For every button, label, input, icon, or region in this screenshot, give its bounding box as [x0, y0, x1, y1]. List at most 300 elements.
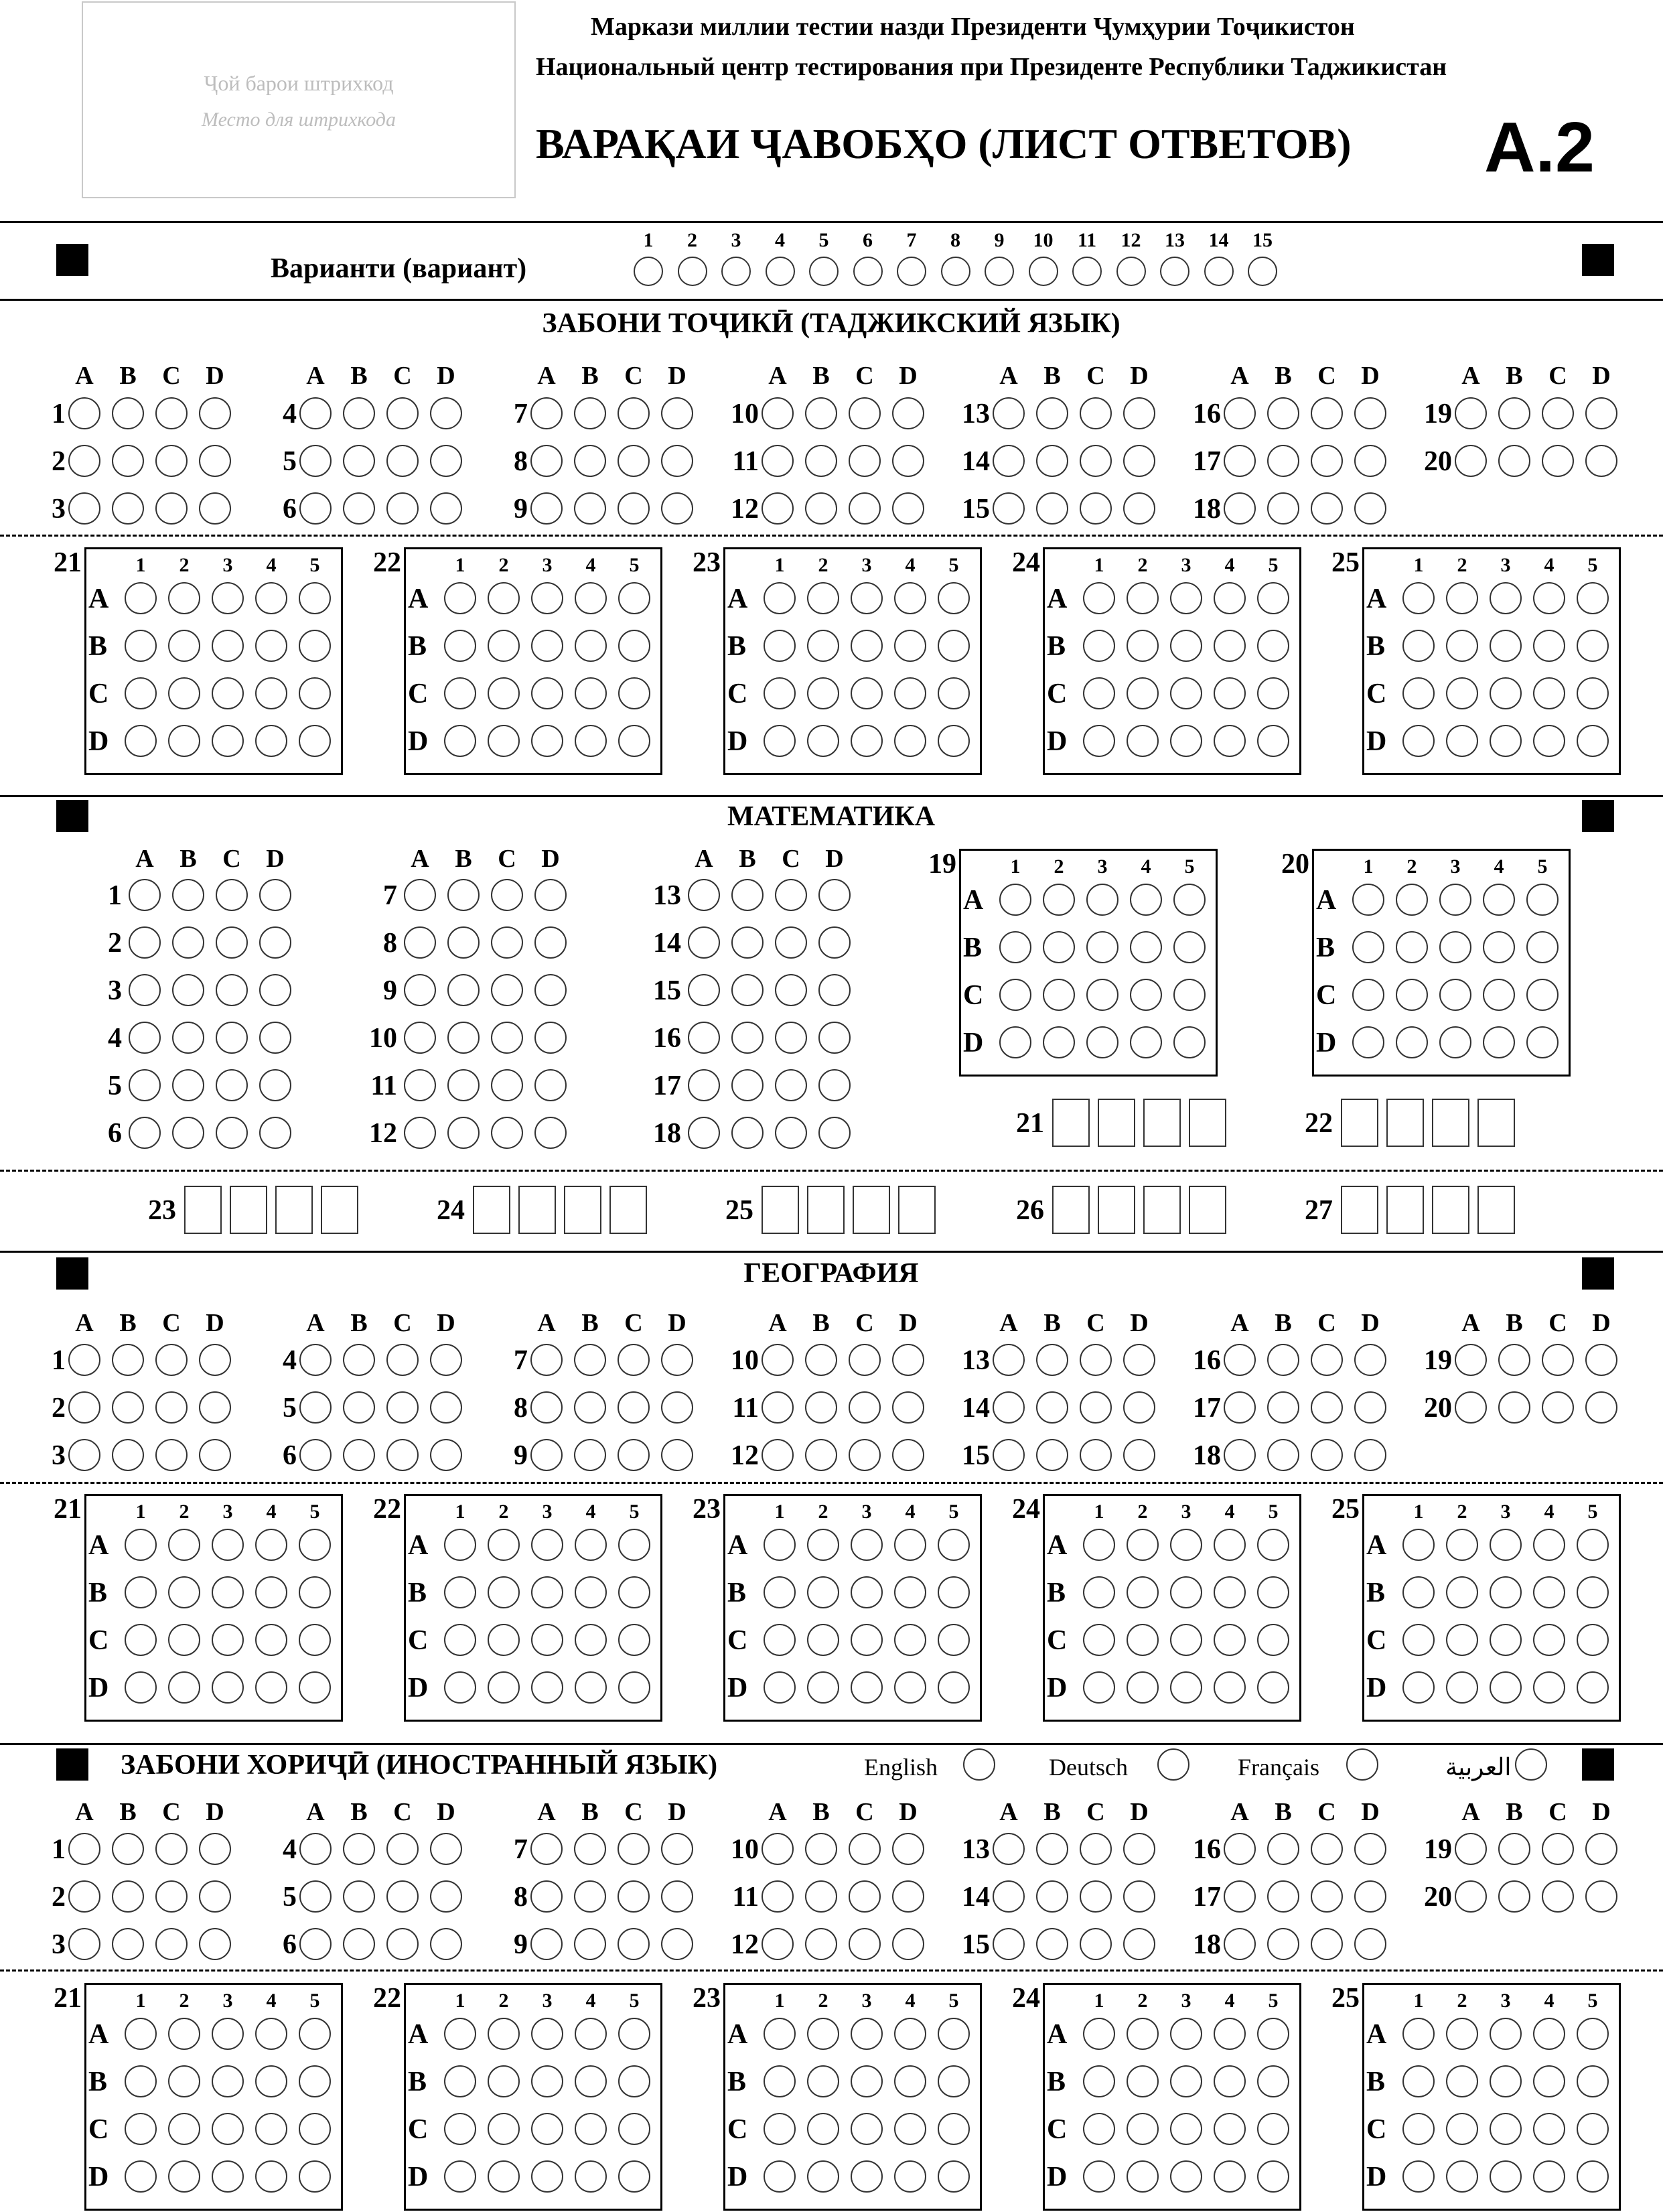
geography-q24-C-4[interactable] — [1214, 1624, 1246, 1656]
math-q7-option-B[interactable] — [447, 879, 480, 911]
tajik-q23-C-3[interactable] — [851, 677, 883, 709]
geography-q25-C-1[interactable] — [1402, 1624, 1435, 1656]
tajik-q22-C-5[interactable] — [618, 677, 650, 709]
geography-q22-B-3[interactable] — [531, 1576, 563, 1608]
tajik-q23-A-5[interactable] — [938, 582, 970, 614]
tajik-q12-option-A[interactable] — [762, 492, 794, 525]
geography-q18-option-C[interactable] — [1311, 1439, 1343, 1471]
geography-q24-A-1[interactable] — [1083, 1529, 1115, 1561]
tajik-q3-option-D[interactable] — [199, 492, 231, 525]
tajik-q10-option-A[interactable] — [762, 397, 794, 429]
foreign-q5-option-C[interactable] — [386, 1880, 419, 1913]
tajik-q9-option-D[interactable] — [661, 492, 693, 525]
tajik-q22-B-2[interactable] — [488, 630, 520, 662]
foreign-q12-option-D[interactable] — [892, 1928, 924, 1960]
geography-q16-option-D[interactable] — [1354, 1344, 1386, 1376]
foreign-q22-A-3[interactable] — [531, 2018, 563, 2050]
tajik-q16-option-B[interactable] — [1267, 397, 1299, 429]
geography-q18-option-D[interactable] — [1354, 1439, 1386, 1471]
foreign-q18-option-C[interactable] — [1311, 1928, 1343, 1960]
foreign-q21-C-4[interactable] — [255, 2113, 287, 2145]
foreign-q23-B-5[interactable] — [938, 2065, 970, 2097]
math-q23-digit-box[interactable] — [321, 1186, 358, 1234]
geography-q6-option-D[interactable] — [430, 1439, 462, 1471]
tajik-q22-D-3[interactable] — [531, 725, 563, 757]
geography-q22-B-5[interactable] — [618, 1576, 650, 1608]
foreign-q22-C-2[interactable] — [488, 2113, 520, 2145]
geography-q4-option-C[interactable] — [386, 1344, 419, 1376]
math-q15-option-B[interactable] — [731, 974, 764, 1006]
math-q3-option-C[interactable] — [216, 974, 248, 1006]
geography-q12-option-A[interactable] — [762, 1439, 794, 1471]
math-q19-C-1[interactable] — [999, 979, 1031, 1011]
math-q20-C-4[interactable] — [1483, 979, 1515, 1011]
geography-q25-C-4[interactable] — [1533, 1624, 1565, 1656]
math-q21-digit-box[interactable] — [1052, 1099, 1090, 1147]
foreign-q22-D-4[interactable] — [575, 2160, 607, 2193]
math-q8-option-C[interactable] — [491, 926, 523, 959]
foreign-q11-option-C[interactable] — [849, 1880, 881, 1913]
math-q9-option-A[interactable] — [404, 974, 436, 1006]
math-q15-option-A[interactable] — [688, 974, 720, 1006]
geography-q23-B-3[interactable] — [851, 1576, 883, 1608]
geography-q20-option-D[interactable] — [1585, 1391, 1617, 1424]
geography-q14-option-B[interactable] — [1036, 1391, 1068, 1424]
foreign-q25-C-3[interactable] — [1490, 2113, 1522, 2145]
geography-q25-B-1[interactable] — [1402, 1576, 1435, 1608]
geography-q9-option-A[interactable] — [530, 1439, 563, 1471]
geography-q24-B-2[interactable] — [1127, 1576, 1159, 1608]
tajik-q22-A-4[interactable] — [575, 582, 607, 614]
math-q6-option-A[interactable] — [129, 1117, 161, 1149]
foreign-q6-option-C[interactable] — [386, 1928, 419, 1960]
foreign-q14-option-A[interactable] — [993, 1880, 1025, 1913]
tajik-q2-option-A[interactable] — [68, 445, 100, 477]
foreign-q24-B-3[interactable] — [1170, 2065, 1202, 2097]
tajik-q2-option-D[interactable] — [199, 445, 231, 477]
tajik-q23-A-4[interactable] — [894, 582, 926, 614]
geography-q21-D-4[interactable] — [255, 1671, 287, 1704]
tajik-q25-C-4[interactable] — [1533, 677, 1565, 709]
foreign-q23-A-2[interactable] — [807, 2018, 839, 2050]
tajik-q13-option-C[interactable] — [1080, 397, 1112, 429]
variant-option-14[interactable] — [1204, 257, 1234, 286]
foreign-q20-option-D[interactable] — [1585, 1880, 1617, 1913]
foreign-q22-B-2[interactable] — [488, 2065, 520, 2097]
geography-q25-B-3[interactable] — [1490, 1576, 1522, 1608]
math-q4-option-C[interactable] — [216, 1022, 248, 1054]
tajik-q25-B-1[interactable] — [1402, 630, 1435, 662]
foreign-q22-C-4[interactable] — [575, 2113, 607, 2145]
math-q19-C-4[interactable] — [1130, 979, 1162, 1011]
tajik-q25-D-4[interactable] — [1533, 725, 1565, 757]
foreign-q25-B-3[interactable] — [1490, 2065, 1522, 2097]
math-q3-option-B[interactable] — [172, 974, 204, 1006]
geography-q25-D-3[interactable] — [1490, 1671, 1522, 1704]
math-q2-option-B[interactable] — [172, 926, 204, 959]
math-q19-C-2[interactable] — [1043, 979, 1075, 1011]
geography-q13-option-D[interactable] — [1123, 1344, 1155, 1376]
variant-option-9[interactable] — [985, 257, 1014, 286]
foreign-q21-B-1[interactable] — [125, 2065, 157, 2097]
math-q22-digit-box[interactable] — [1432, 1099, 1469, 1147]
math-q27-digit-box[interactable] — [1341, 1186, 1378, 1234]
foreign-q4-option-D[interactable] — [430, 1833, 462, 1865]
math-q20-A-3[interactable] — [1439, 884, 1471, 916]
foreign-q9-option-C[interactable] — [618, 1928, 650, 1960]
foreign-q19-option-C[interactable] — [1542, 1833, 1574, 1865]
math-q17-option-C[interactable] — [775, 1069, 807, 1101]
math-q19-B-4[interactable] — [1130, 931, 1162, 963]
geography-q21-D-5[interactable] — [299, 1671, 331, 1704]
foreign-q21-A-1[interactable] — [125, 2018, 157, 2050]
foreign-q2-option-D[interactable] — [199, 1880, 231, 1913]
math-q16-option-B[interactable] — [731, 1022, 764, 1054]
foreign-q24-A-3[interactable] — [1170, 2018, 1202, 2050]
tajik-q23-B-1[interactable] — [764, 630, 796, 662]
tajik-q22-B-1[interactable] — [444, 630, 476, 662]
geography-q24-A-5[interactable] — [1257, 1529, 1289, 1561]
tajik-q24-C-2[interactable] — [1127, 677, 1159, 709]
foreign-q6-option-D[interactable] — [430, 1928, 462, 1960]
foreign-q23-C-4[interactable] — [894, 2113, 926, 2145]
tajik-q24-A-1[interactable] — [1083, 582, 1115, 614]
math-q19-A-1[interactable] — [999, 884, 1031, 916]
geography-q24-C-2[interactable] — [1127, 1624, 1159, 1656]
geography-q22-B-1[interactable] — [444, 1576, 476, 1608]
geography-q25-C-2[interactable] — [1446, 1624, 1478, 1656]
tajik-q6-option-D[interactable] — [430, 492, 462, 525]
geography-q24-B-5[interactable] — [1257, 1576, 1289, 1608]
foreign-q2-option-C[interactable] — [155, 1880, 188, 1913]
geography-q12-option-B[interactable] — [805, 1439, 837, 1471]
geography-q23-B-2[interactable] — [807, 1576, 839, 1608]
geography-q23-D-5[interactable] — [938, 1671, 970, 1704]
math-q9-option-D[interactable] — [534, 974, 567, 1006]
foreign-q17-option-D[interactable] — [1354, 1880, 1386, 1913]
variant-option-15[interactable] — [1248, 257, 1277, 286]
foreign-q23-C-1[interactable] — [764, 2113, 796, 2145]
geography-q24-B-1[interactable] — [1083, 1576, 1115, 1608]
math-q20-D-5[interactable] — [1526, 1026, 1559, 1058]
variant-option-1[interactable] — [634, 257, 663, 286]
tajik-q5-option-B[interactable] — [343, 445, 375, 477]
geography-q7-option-D[interactable] — [661, 1344, 693, 1376]
geography-q6-option-B[interactable] — [343, 1439, 375, 1471]
foreign-q21-D-5[interactable] — [299, 2160, 331, 2193]
foreign-q21-B-2[interactable] — [168, 2065, 200, 2097]
tajik-q8-option-D[interactable] — [661, 445, 693, 477]
tajik-q24-B-2[interactable] — [1127, 630, 1159, 662]
foreign-q15-option-A[interactable] — [993, 1928, 1025, 1960]
foreign-q25-D-3[interactable] — [1490, 2160, 1522, 2193]
foreign-q21-A-3[interactable] — [212, 2018, 244, 2050]
tajik-q21-A-1[interactable] — [125, 582, 157, 614]
foreign-q17-option-A[interactable] — [1224, 1880, 1256, 1913]
foreign-q23-D-2[interactable] — [807, 2160, 839, 2193]
foreign-q13-option-D[interactable] — [1123, 1833, 1155, 1865]
geography-q23-C-1[interactable] — [764, 1624, 796, 1656]
foreign-q25-C-4[interactable] — [1533, 2113, 1565, 2145]
tajik-q21-A-3[interactable] — [212, 582, 244, 614]
math-q11-option-C[interactable] — [491, 1069, 523, 1101]
variant-option-6[interactable] — [853, 257, 883, 286]
foreign-q25-B-5[interactable] — [1577, 2065, 1609, 2097]
math-q3-option-A[interactable] — [129, 974, 161, 1006]
math-q24-digit-box[interactable] — [564, 1186, 601, 1234]
foreign-q12-option-A[interactable] — [762, 1928, 794, 1960]
foreign-language-option-2[interactable] — [1157, 1748, 1189, 1781]
geography-q19-option-B[interactable] — [1498, 1344, 1530, 1376]
tajik-q4-option-C[interactable] — [386, 397, 419, 429]
tajik-q19-option-D[interactable] — [1585, 397, 1617, 429]
math-q9-option-C[interactable] — [491, 974, 523, 1006]
tajik-q22-A-2[interactable] — [488, 582, 520, 614]
math-q19-A-5[interactable] — [1173, 884, 1206, 916]
geography-q23-A-4[interactable] — [894, 1529, 926, 1561]
tajik-q11-option-C[interactable] — [849, 445, 881, 477]
tajik-q24-B-3[interactable] — [1170, 630, 1202, 662]
math-q11-option-B[interactable] — [447, 1069, 480, 1101]
tajik-q24-A-2[interactable] — [1127, 582, 1159, 614]
geography-q22-A-3[interactable] — [531, 1529, 563, 1561]
tajik-q24-D-4[interactable] — [1214, 725, 1246, 757]
geography-q22-C-2[interactable] — [488, 1624, 520, 1656]
tajik-q4-option-D[interactable] — [430, 397, 462, 429]
foreign-q8-option-C[interactable] — [618, 1880, 650, 1913]
math-q10-option-B[interactable] — [447, 1022, 480, 1054]
geography-q24-C-5[interactable] — [1257, 1624, 1289, 1656]
tajik-q21-D-2[interactable] — [168, 725, 200, 757]
foreign-q21-D-4[interactable] — [255, 2160, 287, 2193]
foreign-q15-option-C[interactable] — [1080, 1928, 1112, 1960]
tajik-q24-D-2[interactable] — [1127, 725, 1159, 757]
tajik-q24-B-1[interactable] — [1083, 630, 1115, 662]
foreign-q14-option-B[interactable] — [1036, 1880, 1068, 1913]
foreign-q9-option-D[interactable] — [661, 1928, 693, 1960]
foreign-q19-option-B[interactable] — [1498, 1833, 1530, 1865]
foreign-q24-A-1[interactable] — [1083, 2018, 1115, 2050]
tajik-q15-option-A[interactable] — [993, 492, 1025, 525]
math-q16-option-D[interactable] — [818, 1022, 851, 1054]
geography-q16-option-C[interactable] — [1311, 1344, 1343, 1376]
math-q8-option-B[interactable] — [447, 926, 480, 959]
math-q12-option-D[interactable] — [534, 1117, 567, 1149]
tajik-q15-option-C[interactable] — [1080, 492, 1112, 525]
foreign-q24-C-4[interactable] — [1214, 2113, 1246, 2145]
math-q18-option-C[interactable] — [775, 1117, 807, 1149]
tajik-q12-option-C[interactable] — [849, 492, 881, 525]
geography-q21-D-1[interactable] — [125, 1671, 157, 1704]
math-q24-digit-box[interactable] — [609, 1186, 647, 1234]
foreign-q16-option-D[interactable] — [1354, 1833, 1386, 1865]
geography-q19-option-C[interactable] — [1542, 1344, 1574, 1376]
geography-q21-A-5[interactable] — [299, 1529, 331, 1561]
geography-q12-option-D[interactable] — [892, 1439, 924, 1471]
geography-q24-D-4[interactable] — [1214, 1671, 1246, 1704]
foreign-q8-option-D[interactable] — [661, 1880, 693, 1913]
foreign-q1-option-D[interactable] — [199, 1833, 231, 1865]
math-q20-C-2[interactable] — [1396, 979, 1428, 1011]
geography-q21-B-2[interactable] — [168, 1576, 200, 1608]
foreign-q23-D-5[interactable] — [938, 2160, 970, 2193]
tajik-q4-option-B[interactable] — [343, 397, 375, 429]
foreign-q3-option-A[interactable] — [68, 1928, 100, 1960]
tajik-q1-option-C[interactable] — [155, 397, 188, 429]
math-q23-digit-box[interactable] — [230, 1186, 267, 1234]
foreign-q25-C-5[interactable] — [1577, 2113, 1609, 2145]
foreign-q24-C-2[interactable] — [1127, 2113, 1159, 2145]
tajik-q23-D-5[interactable] — [938, 725, 970, 757]
geography-q22-D-2[interactable] — [488, 1671, 520, 1704]
tajik-q13-option-B[interactable] — [1036, 397, 1068, 429]
geography-q13-option-C[interactable] — [1080, 1344, 1112, 1376]
geography-q8-option-C[interactable] — [618, 1391, 650, 1424]
foreign-q25-C-2[interactable] — [1446, 2113, 1478, 2145]
geography-q4-option-A[interactable] — [299, 1344, 332, 1376]
foreign-q22-A-5[interactable] — [618, 2018, 650, 2050]
foreign-q21-B-5[interactable] — [299, 2065, 331, 2097]
tajik-q23-C-5[interactable] — [938, 677, 970, 709]
geography-q22-D-1[interactable] — [444, 1671, 476, 1704]
variant-option-3[interactable] — [721, 257, 751, 286]
tajik-q23-B-3[interactable] — [851, 630, 883, 662]
tajik-q25-A-2[interactable] — [1446, 582, 1478, 614]
variant-option-2[interactable] — [678, 257, 707, 286]
geography-q25-A-4[interactable] — [1533, 1529, 1565, 1561]
tajik-q11-option-B[interactable] — [805, 445, 837, 477]
tajik-q7-option-A[interactable] — [530, 397, 563, 429]
tajik-q24-D-5[interactable] — [1257, 725, 1289, 757]
foreign-q23-A-5[interactable] — [938, 2018, 970, 2050]
tajik-q23-B-2[interactable] — [807, 630, 839, 662]
tajik-q22-C-2[interactable] — [488, 677, 520, 709]
tajik-q5-option-D[interactable] — [430, 445, 462, 477]
foreign-q7-option-B[interactable] — [574, 1833, 606, 1865]
geography-q25-B-4[interactable] — [1533, 1576, 1565, 1608]
math-q19-C-5[interactable] — [1173, 979, 1206, 1011]
geography-q14-option-C[interactable] — [1080, 1391, 1112, 1424]
math-q26-digit-box[interactable] — [1143, 1186, 1181, 1234]
foreign-q25-A-4[interactable] — [1533, 2018, 1565, 2050]
geography-q8-option-D[interactable] — [661, 1391, 693, 1424]
tajik-q25-D-1[interactable] — [1402, 725, 1435, 757]
geography-q2-option-A[interactable] — [68, 1391, 100, 1424]
tajik-q21-B-4[interactable] — [255, 630, 287, 662]
tajik-q23-D-1[interactable] — [764, 725, 796, 757]
foreign-q12-option-C[interactable] — [849, 1928, 881, 1960]
math-q18-option-B[interactable] — [731, 1117, 764, 1149]
geography-q17-option-D[interactable] — [1354, 1391, 1386, 1424]
foreign-q19-option-A[interactable] — [1455, 1833, 1487, 1865]
tajik-q21-D-5[interactable] — [299, 725, 331, 757]
tajik-q16-option-D[interactable] — [1354, 397, 1386, 429]
geography-q25-A-1[interactable] — [1402, 1529, 1435, 1561]
foreign-q23-C-2[interactable] — [807, 2113, 839, 2145]
tajik-q17-option-A[interactable] — [1224, 445, 1256, 477]
tajik-q23-B-4[interactable] — [894, 630, 926, 662]
tajik-q20-option-B[interactable] — [1498, 445, 1530, 477]
math-q7-option-D[interactable] — [534, 879, 567, 911]
geography-q17-option-C[interactable] — [1311, 1391, 1343, 1424]
tajik-q25-D-3[interactable] — [1490, 725, 1522, 757]
math-q4-option-B[interactable] — [172, 1022, 204, 1054]
foreign-q22-B-5[interactable] — [618, 2065, 650, 2097]
math-q1-option-D[interactable] — [259, 879, 291, 911]
math-q17-option-A[interactable] — [688, 1069, 720, 1101]
geography-q22-A-5[interactable] — [618, 1529, 650, 1561]
tajik-q25-A-5[interactable] — [1577, 582, 1609, 614]
geography-q25-D-5[interactable] — [1577, 1671, 1609, 1704]
tajik-q25-C-3[interactable] — [1490, 677, 1522, 709]
tajik-q12-option-D[interactable] — [892, 492, 924, 525]
math-q24-digit-box[interactable] — [518, 1186, 556, 1234]
math-q12-option-A[interactable] — [404, 1117, 436, 1149]
foreign-q25-D-2[interactable] — [1446, 2160, 1478, 2193]
foreign-q24-B-5[interactable] — [1257, 2065, 1289, 2097]
variant-option-10[interactable] — [1029, 257, 1058, 286]
math-q21-digit-box[interactable] — [1098, 1099, 1135, 1147]
tajik-q22-C-4[interactable] — [575, 677, 607, 709]
variant-option-12[interactable] — [1116, 257, 1146, 286]
geography-q18-option-B[interactable] — [1267, 1439, 1299, 1471]
geography-q10-option-D[interactable] — [892, 1344, 924, 1376]
foreign-q25-B-2[interactable] — [1446, 2065, 1478, 2097]
tajik-q25-D-5[interactable] — [1577, 725, 1609, 757]
geography-q8-option-B[interactable] — [574, 1391, 606, 1424]
math-q20-C-1[interactable] — [1352, 979, 1384, 1011]
geography-q3-option-A[interactable] — [68, 1439, 100, 1471]
math-q20-B-4[interactable] — [1483, 931, 1515, 963]
math-q2-option-D[interactable] — [259, 926, 291, 959]
tajik-q12-option-B[interactable] — [805, 492, 837, 525]
tajik-q22-A-1[interactable] — [444, 582, 476, 614]
foreign-q22-A-2[interactable] — [488, 2018, 520, 2050]
math-q8-option-D[interactable] — [534, 926, 567, 959]
tajik-q20-option-A[interactable] — [1455, 445, 1487, 477]
geography-q16-option-A[interactable] — [1224, 1344, 1256, 1376]
tajik-q8-option-A[interactable] — [530, 445, 563, 477]
geography-q25-C-5[interactable] — [1577, 1624, 1609, 1656]
geography-q5-option-A[interactable] — [299, 1391, 332, 1424]
foreign-q24-D-5[interactable] — [1257, 2160, 1289, 2193]
foreign-q22-A-1[interactable] — [444, 2018, 476, 2050]
tajik-q13-option-A[interactable] — [993, 397, 1025, 429]
variant-option-13[interactable] — [1160, 257, 1189, 286]
geography-q2-option-D[interactable] — [199, 1391, 231, 1424]
math-q17-option-D[interactable] — [818, 1069, 851, 1101]
foreign-q4-option-B[interactable] — [343, 1833, 375, 1865]
tajik-q21-B-5[interactable] — [299, 630, 331, 662]
foreign-q18-option-B[interactable] — [1267, 1928, 1299, 1960]
geography-q5-option-D[interactable] — [430, 1391, 462, 1424]
math-q20-B-2[interactable] — [1396, 931, 1428, 963]
math-q13-option-B[interactable] — [731, 879, 764, 911]
foreign-q4-option-C[interactable] — [386, 1833, 419, 1865]
foreign-q20-option-A[interactable] — [1455, 1880, 1487, 1913]
math-q6-option-B[interactable] — [172, 1117, 204, 1149]
math-q19-D-1[interactable] — [999, 1026, 1031, 1058]
foreign-q25-D-1[interactable] — [1402, 2160, 1435, 2193]
tajik-q24-A-3[interactable] — [1170, 582, 1202, 614]
foreign-q10-option-C[interactable] — [849, 1833, 881, 1865]
math-q11-option-A[interactable] — [404, 1069, 436, 1101]
foreign-q21-C-2[interactable] — [168, 2113, 200, 2145]
math-q27-digit-box[interactable] — [1386, 1186, 1424, 1234]
foreign-q8-option-A[interactable] — [530, 1880, 563, 1913]
geography-q21-D-2[interactable] — [168, 1671, 200, 1704]
foreign-language-option-4[interactable] — [1515, 1748, 1547, 1781]
